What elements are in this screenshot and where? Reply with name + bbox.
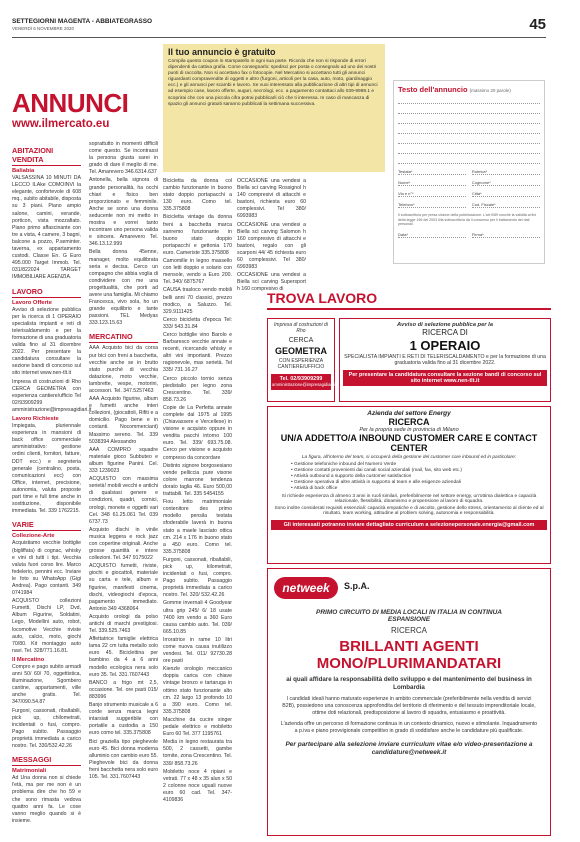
classified-ad: VALSASSINA 10 MINUTI DA LECCO ILAke COMOINVI la elegante, confortevole di 608 mq., subito abitabile, disposta su 3 piani. Piano ampio salone, camini, verande, porticon, vista mozzafiato. Piano primo affascinante con tre a vista, 4 camere, 3 bagni, balcone a pozzo, P.seminter. taverna, ex appartamento custodi. Classe En. G Euro 495.000 Target Immob. Tel. 031/822024 TARGET IMMOBILIARE AGENZIA. [12, 175, 81, 281]
ad3-item: • Gestione operativa di altre attività in supporto al team e alle esigenze aziendali [291, 480, 461, 485]
field-cognome[interactable]: Cognome* [472, 180, 540, 186]
ad3-line4: UN/A ADDETTO/A INBOUND CUSTOMER CARE E CONTACT CENTER [280, 433, 538, 453]
subsection-heading: Lavoro Richieste [12, 416, 59, 422]
ad3-line7: Sono inoltre considerati requisiti essenziali: capacità empatiche e di ascolto, gestione dello stress, orientamento al cliente ed al risultato, team working, attitudine al problem solving, autonomia e responsabilità. [274, 506, 544, 516]
ad1-line4: CON ESPERIENZA CANTIERE/UFFICIO [277, 358, 325, 370]
ad4-footer[interactable]: Per partecipare alla selezione inviare curriculum vitae e/o video-presentazione a candidature@netweek.it [285, 741, 533, 756]
classified-ad: Antonella, bella signora di grande personalità, ha occhi chiari e fisico ben proporzionato e femminile. Anche se sono una donna seducente non mi metto in mostra e vorrei tanto incontrare uno persona valida e sincera. Amarevero Tel. 346.13.12.999 [89, 177, 158, 248]
classified-ad: Acquisto dischi in vinile musica leggera e rock jazz con copertine originali. Anche grosse quantità e intere collezioni. Tel. 347 9175022 [89, 526, 158, 562]
text-line[interactable] [398, 144, 540, 154]
issue-date: VENERDÌ 6 NOVEMBRE 2020 [12, 26, 75, 31]
section-heading: MESSAGGI [12, 755, 81, 766]
ad-netweek [267, 568, 551, 836]
ad2-line2: RICERCA DI [422, 328, 468, 337]
netweek-spa: S.p.A. [344, 581, 370, 591]
field-firma[interactable]: Firma* [472, 232, 540, 238]
ad1-line3: GEOMETRA [274, 346, 327, 356]
classified-ad: Affettatrice famiglie elettrica lama 22 cm tutta metallo solo euro 45. Biciclettina per bambino da 4 a 6 anni modello ecologica nera solo euro 35. Tel. 331.7607443 [89, 636, 158, 678]
ad-customer-care [267, 406, 551, 564]
form-row [398, 232, 540, 238]
text-line[interactable] [398, 94, 540, 104]
form-row [398, 202, 540, 208]
field-via[interactable]: Via e n°* [398, 191, 466, 197]
section-title: ANNUNCI [12, 88, 129, 118]
classified-ad: OCCASIONE una vendesi a Biella sci carving Salomon h 160 compresivo di attacchi e bastoni, regalo con gli scarponi 44/ 45 richiesta euro 60 complessivi. Tel 380/ 6993983 [237, 221, 306, 271]
subsection-heading: Il Mercatino [12, 656, 45, 663]
ad3-item: • Attività di back office [291, 486, 338, 491]
ad2-bar[interactable]: Per presentare la candidatura consultare la sezione bandi di concorso sul sito internet www.nen-tlt.it [343, 370, 547, 386]
classified-ad: Compro e pago subito armadi anni 50/ 60/ 70, oggettistica, illuminazione, Sgombero cantine, appartamenti, ville anche gratis. Tel. 347/090.54.87 [12, 664, 81, 706]
classified-ad: Distinto signore borgosesiano vende pelliccia pure visone colore marrone tendenza dorato taglia 46. Euro 500,00 trattabili. Tel. 335 5454155 [163, 462, 232, 498]
classified-ad: Kienzle orologio meccanico doppia carica con chiave vintage bronzo e tartaruga in ottimo stato funzionante alto cm. 22 largo 13 profondo 10 a 390 euro. Como tel. 335.375808 [163, 666, 232, 715]
ad1-line2: CERCA [288, 337, 314, 344]
classified-ad: soprattutto in momenti difficili come questo. Se incontrassi la persona giusta sarei in grado di dare il meglio di me. Tel. Amarevero 346.6314.637 [89, 141, 158, 176]
ad3-line3: Per la propria sede in provincia di Milano [359, 427, 459, 433]
subsection-heading: Collezione-Arte [12, 533, 55, 540]
netweek-logo: netweek [274, 577, 338, 599]
ad1-phone [271, 374, 337, 390]
ad4-para2: L'azienda offre un percorso di formazione continua in un contesto dinamico, nuovo e stimolante. Inquadramento a p.iva e piano provvigionale competitivo in grado di soddisfare anche le candidature più qualificate. [280, 721, 538, 734]
classified-ad: Camomille in legno massello con letti doppio e solario con mensole, vendo a Euro 200. Tel. 340/ 6875767 [163, 258, 232, 286]
classified-ad: Copie de La Perfetta annate complete dal 1975 al 1995 (Chiavassere e Vercellese) in visione e acquisto oppure in vendita pacchi intorno 100 euro. Tel. 339/ 693.75.08. Cerco per visione e acquisto compreso da concordare [163, 404, 232, 461]
ad3-line2: RICERCA [388, 417, 430, 427]
classified-ad: Macchine da cucire singer pedale elettrico e mobiletto Euro 60 Tel. 377 1195761 [163, 716, 232, 738]
classified-ad: OCCASIONE una vendesi a Biella sci carving Rossignol h 140 compresivi di attacchi e bastoni, richiesta euro 60 complessivi. Tel 380/ 6993983 [237, 178, 306, 220]
classified-ad: Gomme invernali 4 Goodyear ultra grip 245/ 6/ 18 usate 7400 km vendo a 360 Euro causa cambio auto. Tel. 039/ 665.10.85 [163, 600, 232, 635]
publication-name: SETTEGIORNI MAGENTA - ABBIATEGRASSO [12, 18, 153, 25]
ad4-top [268, 569, 550, 609]
classified-ad: AAA Acquisto figurine, album e fumetti anche interi collezioni, (giocattoli, Rifiti e a domicilio. Pago bene e in contanti. Nocommerciant) Massimo sereno. Tel. 339 5038394 Alessandro [89, 396, 158, 445]
ad4-para1: I candidati ideali hanno maturato esperienze in ambito commerciale (preferibilmente nella vendita di servizi B2B), possiedono una conoscenza approfondita del territorio di riferimento e del tessuto imprenditoriale locale, ottime doti relazionali, predisposizione al lavoro di squadra, entusiasmo e proattività. [282, 696, 536, 716]
classified-ad: Fiou letto matrimoniale contenitore des primo modello pensila testata sfoderabile laverà in buona stato a maele lasciato ottica cm. 214 x 176 in buono stato a 450 euro. Como tel. 335.375808 [163, 499, 232, 555]
classified-ad: Acquistiamo vecchie bottiglie (bigliffata) di cognac, whisky e vini di tutti i tipi. Vecchia valuta fuori corso lire. Marco fedelerio, pennini ecc. Inviare le foto su WhatsApp (Gigi Andrea). Pago contanti. 349 0741984 [12, 540, 81, 597]
ad3-line6: Si richiede esperienza di almeno 3 anni in ruoli similari, preferibilmente nel settore energy, un'ottima dialettica e capacità relazionale, flessibilità, dinamismo e propensione al lavoro di squadra. [281, 494, 537, 504]
classified-ad: Banjo strumento musicale a 6 corde senza marca legni intarsiati suggeribile con portatile a custodia a 150 euro como tel. 335.375808 [89, 702, 158, 737]
column-3 [163, 178, 232, 837]
classified-ad: Bicicletta vintage da donna freni a bacchetta marca sanremo funzionante in buono stato doppio portapacchi e gettonia 170 euro. Cameriste 335.375808 [163, 214, 232, 256]
ad2-line3: 1 OPERAIO [409, 338, 481, 353]
ad2-line4: SPECIALISTA IMPIANTI E RETI DI TELERISCALDAMENTO e per la formazione di una graduatoria valida fino al 31 dicembre 2022. [344, 354, 546, 366]
classified-ad: ACQUISTO con massima serietà! mobili vecchi e antichi di qualsiasi genere e condizioni, quadri, cornici, orologi, monete e oggetti vari Cel. 348 61.25.061 Tel. 039 6737.73 [89, 476, 158, 525]
ad2-line1: Avviso di selezione pubblica per la [397, 322, 493, 328]
ad4-line3: BRILLANTI AGENTI MONO/PLURIMANDATARI [316, 638, 502, 672]
intro-text: Compila questo coupon in stampatello in ogni sua parte. Ricorda che non si risponde di errori dipendenti da cattiva grafia. Come consegnarlo: spedisci per posta o consegnalo ad uno dei nostri punti di raccolta. Non si accettano fax o fotocopie. Nel Mercatino si accettano tutti gli annunci riguardanti compravendite di oggetti e altro (furgoni, articoli per la casa, auto, moto, giardinaggio ecc.) e gli annunci per scambi e lavoro. Se vuoi interessato alla pubblicazione di altri tipi di annunci ad esempio case, lavoro offerte, auguri, necrologi, ecc. a pagamento contattaci allo 039-9989.1 e scoprirai che con una piccola cifra potrai pubblicarli ciò che ti interessa. In caso di mancanza di spazio gli annunci gratuiti saranno pubblicati la settimana successiva. [168, 59, 378, 107]
section-brand [12, 90, 145, 130]
ad3-item: • Attività outbound a supporto della customer satisfaction [291, 474, 412, 479]
classified-ad: Avviso di selezione pubblica per la ricerca di 1 OPERAIO specialista impianti e reti di telerisaldamento e per la formazione di una graduatoria valida fino al 31 dicembre 2022. Per presentare la candidatura consultare la sezione bandi di concorso sul sito internet www.nen-tlt.it [12, 306, 81, 377]
ad3-item: • Gestione contatti provenienti dai canali social aziendali (mail, fax, sito web etc.) [291, 468, 462, 473]
ad1-line1: Impresa di costruzioni di Rho [274, 322, 328, 334]
ad4-line1: PRIMO CIRCUITO DI MEDIA LOCALI IN ITALIA IN CONTINUA ESPANSIONE [316, 609, 502, 623]
classified-ad: CAUSA trasloco vendo mobili belli anni 70 classici, prezzo modico, a Saluzzo. Tel. 329.9111425 [163, 287, 232, 315]
field-rubrica[interactable]: Rubrica* [472, 169, 540, 175]
ad3-line1: Azienda del settore Energy [367, 410, 451, 417]
classified-ad: Cerco bottiglie vino Barolo e Barbaresco vecchie annate e recenti, ricercando whisky e altri vini importanti. Prezzo ragionevole, max serietà. Tel 335/ 731.16.27 [163, 331, 232, 374]
field-testata[interactable]: Testata* [398, 169, 466, 175]
text-line[interactable] [398, 104, 540, 114]
field-nome[interactable]: Nome* [398, 180, 466, 186]
form-row [398, 191, 540, 197]
classified-ad: OCCASIONE una vendesi a Biella sci carving Supersport h 160 compresivo di [237, 272, 306, 293]
column-2 [89, 141, 158, 837]
form-title-text: Testo dell'annuncio [398, 85, 468, 94]
ad-coupon-form [393, 80, 545, 264]
classified-ad: Cerco bicicletta d'epoca Tel: 333/ 543.31.84 [163, 316, 232, 330]
text-line[interactable] [398, 134, 540, 144]
ad4-line2: RICERCA [390, 626, 427, 635]
column-1 [12, 141, 92, 837]
column-4 [237, 178, 306, 293]
trova-lavoro-title: TROVA LAVORO [267, 290, 551, 310]
section-heading: ABITAZIONI VENDITA [12, 146, 81, 166]
classified-ad: Acquisto orologi da polso antichi di marchi prestigiosi. Tel. 339.525.7463 [89, 613, 158, 635]
text-line[interactable] [398, 124, 540, 134]
intro-box [163, 44, 385, 172]
intro-title: Il tuo annuncio è gratuito [168, 47, 276, 57]
subsection-heading: Matrimoniali [12, 768, 47, 775]
classified-ad: Furgoni, cassonati, ribaltabili, pick up, kilometrati, incidentati o fusi, compro. Pago subito. Passaggio proprietà immediata a carico nostro. Tel. 320/ 532.42.26 [163, 556, 232, 599]
ad3-item: • Gestione telefoniche inbound del Numero Verde [291, 462, 397, 467]
classified-ad: Impiegata, pluriennale esperienza in mansioni di back office commerciale amministrativo: gestione ordini clienti, fornitori, fatture, DDT ecc.) e segreteria generale (centralino, posta, comunicazioni ecc) con Office, internet, precisione, autonomia, valuta proposte part time e full time anche in sostituzione, disponibile immediata. Tel. 339 1762215. [12, 423, 81, 515]
classified-ad: ACQUISTO collezioni Fumetti, Dischi LP, Dvd, Album Figurine, Soldatini, Lego, Modellini auto, robot, locomotive Vecchie riviste auto, calcio, moto, giochi 70/80. Kit montaggio auto navi. Tel. 328/771.16.81. [12, 598, 81, 654]
field-citta[interactable]: Città* [472, 191, 540, 197]
section-heading: LAVORO [12, 287, 81, 298]
text-line[interactable] [398, 114, 540, 124]
classified-ad: Irroratrice in rame 10 litri come nuova causa inutilizzo vendesi. Tel. 011/ 92730.28 ore pasti [163, 636, 232, 665]
classified-ad: Ad Una donna non si chiede l'età, ma per me non è un problema dire che ho 59 e che sono rimasta vedova quattro anni fa. Le cose vanno meglio quando si è insieme. [12, 775, 81, 824]
classified-ad: BANCO a frigo mt 2,5, occasione. Tel. ore pasti 015/ 883996 [89, 679, 158, 700]
text-line[interactable] [398, 154, 540, 164]
section-heading: MERCATINO [89, 332, 158, 343]
form-hint: (massimo 20 parole) [469, 88, 511, 93]
ad1-email[interactable]: amministrazione@impresagidiari.it [272, 382, 337, 387]
classified-ad: Furgoni, cassonati, ribaltabili, pick up, chilometrati, incidentati o fusi, compro. Pago subito. Passaggio proprietà immediata a carico nostro. Tel. 330/532.42.26 [12, 707, 81, 750]
field-data[interactable]: Data* [398, 232, 466, 238]
ad3-bar[interactable]: Gli interessati potranno inviare dettagliato curriculum a selezionepersonale.energia@gmail.com [271, 520, 547, 530]
form-title [398, 85, 540, 94]
classified-ad: Bicicletta da donna col cambio funzionante in buono stato doppio portapacchi a 130 euro. Como tel. 335.375808 [163, 178, 232, 213]
site-link[interactable]: www.ilmercato.eu [12, 118, 110, 130]
classified-ad: Impresa di costruzioni di Rho CERCA GEOMETRA con esperienza cantiere/ufficio Tel 02/93909299 amministrazione@impresagidiari.it [12, 378, 92, 413]
classified-ad: Media in legno restaurata tra 500, 2 cassetti, gambe tornite, zona Crescentino. Tel. 339/ 858.73.26 [163, 739, 232, 767]
subsection-heading: Baliabia [12, 168, 35, 174]
privacy-note: Il sottoscritto/a per presa visione della pubblicazione. L'art.9/89 nonché la validità ai fini della legge 196 del 2003 il/la sottoscritto/a dà il consenso per il trattamento dei dati personali. [398, 213, 537, 226]
ad4-line4: ai quali affidare la responsabilità dello sviluppo e del mantenimento del business in Lombardia [286, 676, 532, 691]
ad1-tel[interactable]: Tel. 02/93909299 [279, 376, 323, 382]
classified-ad: Mobiletto noce 4 ripiani e vetrati. 77 x 48 x 35 alun x 50 2 colonne noce uguali nuove euro 60 cad. Tel. 347-4109836 [163, 768, 232, 803]
field-telefono[interactable]: Telefono* [398, 202, 466, 208]
form-row [398, 169, 540, 175]
subsection-heading: Lavoro Offerte [12, 299, 52, 306]
classified-ad: AAA COMPRO squadre materiale gioco Subbuteo e album figurine Panini. Cel. 333 1239023 [89, 446, 158, 475]
classified-ad: Cerco piccolo tornio senza piedistallo per legno zona Crescentino. Tel. 339/ 858.73.26 [163, 375, 232, 403]
form-row [398, 180, 540, 186]
section-heading: VARIE [12, 520, 81, 531]
page-header [12, 14, 546, 38]
ad-operaio [339, 318, 551, 402]
field-codice-fiscale[interactable]: Cod. Fiscale* [472, 202, 540, 208]
classified-ad: ACQUISTO fumetti, riviste, giochi e giocattoli, materiale su carta e tele, album e figurine, manifesti cinema, dischi, videogiochi d'epoca, pagamento immediato. Antonio 349 4368064 [89, 563, 158, 612]
classified-ad: AAA Acquisto bici da corsa pur bici con freni a bacchetta, vecchie anche se in brutto stato purché di vecchia datazione, moto vecchie, lambrette, vespe, motorini, accessori. Tel. 347.5257463 [89, 345, 158, 394]
ad3-line5: La figura, all'interno del team, si occuperà della gestione del customer care inbound ed in particolare: [301, 455, 517, 460]
classified-ad: Bici graziella tipo pieghevole euro 45. Bici donna moderna alluminio con cambio euro 55. Pieghevole bici da donna freni bacchetta nera solo euro 105. Tel. 331.7607443 [89, 738, 158, 780]
classified-ad: Bella donna 45enne, manager, molto equilibrata seria e decisa. Cerco un compagno che abbia voglia di condividere con me una progettualità, che porti ad avere una famiglia. Mi chiamo Francesca, vivo sola, ho un grande equilibrio e tante passioni. TEL Medyas 333.123.15.63 [89, 249, 158, 327]
ad-geometra [267, 318, 335, 402]
page-number: 45 [529, 16, 546, 33]
